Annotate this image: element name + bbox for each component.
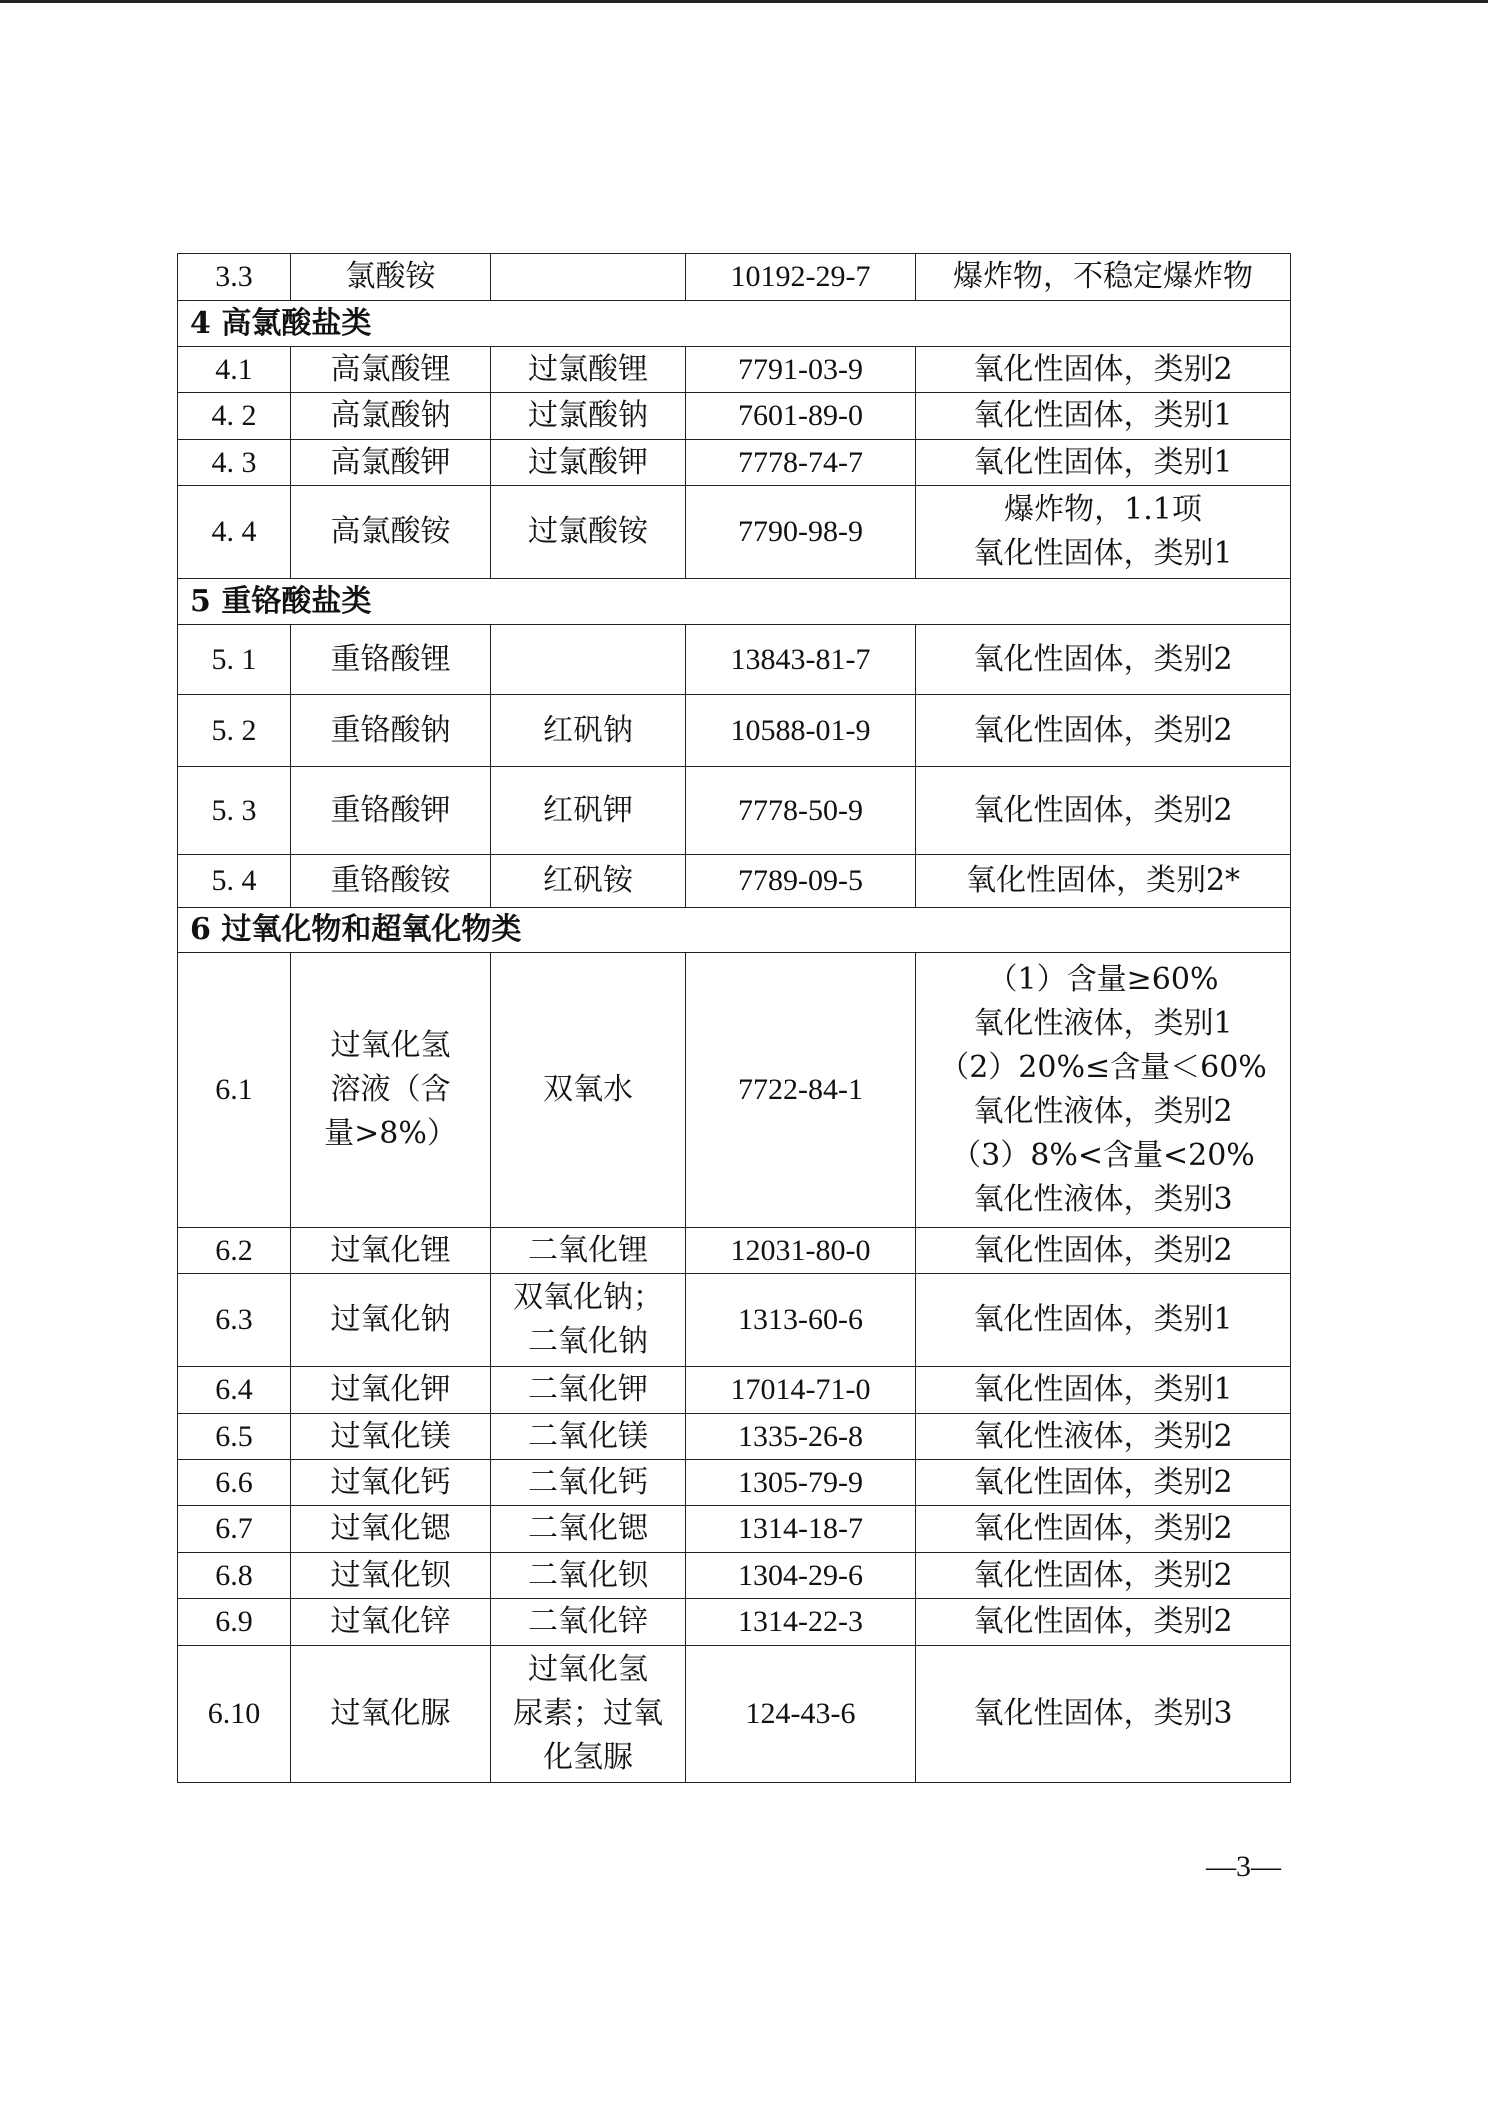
table-row	[178, 440, 1291, 486]
item-number: 4. 2	[178, 393, 291, 440]
table-row	[178, 1646, 1291, 1783]
table-row	[178, 695, 1291, 767]
hazard-class	[916, 1506, 1291, 1553]
item-number: 6.10	[178, 1646, 291, 1783]
chemical-name	[291, 1506, 491, 1553]
hazard-class-text: 氧化性固体，类别2	[973, 1511, 1233, 1546]
cas-number: 124-43-6	[686, 1646, 916, 1783]
item-number: 6.2	[178, 1228, 291, 1274]
table-row	[178, 393, 1291, 440]
chemical-name	[291, 953, 491, 1228]
table-body	[178, 254, 1291, 1783]
chemical-alias-text: 二氧化锂	[528, 1232, 648, 1268]
chemical-name-text: 氯酸铵	[345, 259, 436, 294]
chemical-alias-text: 红矾铵	[543, 863, 633, 898]
section-row	[178, 908, 1291, 953]
hazard-class-text: 氧化性固体，类别3	[973, 1696, 1233, 1731]
hazard-class	[916, 953, 1291, 1228]
item-number: 4. 3	[178, 440, 291, 486]
chemical-alias	[491, 347, 686, 393]
table-row	[178, 347, 1291, 393]
chemical-name	[291, 1646, 491, 1783]
chemical-name-text: 过氧化钠	[330, 1302, 451, 1337]
cas-number: 7790-98-9	[686, 486, 916, 579]
chemical-alias	[491, 1599, 686, 1646]
chemical-name-text: 重铬酸锂	[330, 641, 451, 677]
chemical-alias	[491, 1553, 686, 1599]
chemical-name-text: 高氯酸锂	[330, 351, 451, 387]
chemical-name-text: 高氯酸钾	[330, 444, 451, 480]
hazard-class	[916, 440, 1291, 486]
cas-number: 7789-09-5	[686, 855, 916, 908]
cas-number: 17014-71-0	[686, 1367, 916, 1414]
cas-number: 7601-89-0	[686, 393, 916, 440]
table-row	[178, 1460, 1291, 1506]
table-row	[178, 254, 1291, 301]
item-number: 6.3	[178, 1274, 291, 1367]
cas-number: 1314-18-7	[686, 1506, 916, 1553]
hazard-class-text: （2）20%≤含量＜60%	[939, 1050, 1267, 1085]
chemical-name	[291, 1228, 491, 1274]
hazard-class-text: 氧化性固体，类别1	[973, 536, 1233, 571]
chemical-alias	[491, 953, 686, 1228]
cas-number: 1314-22-3	[686, 1599, 916, 1646]
cas-number: 10588-01-9	[686, 695, 916, 767]
table-row	[178, 1274, 1291, 1367]
chemical-name	[291, 1599, 491, 1646]
hazard-class	[916, 486, 1291, 579]
table-row	[178, 953, 1291, 1228]
chemical-name	[291, 347, 491, 393]
chemical-alias-text: 二氧化锶	[528, 1511, 648, 1546]
chemical-alias	[491, 1646, 686, 1783]
chemical-name-text: 过氧化钡	[330, 1557, 451, 1593]
section-row	[178, 579, 1291, 625]
chemical-alias	[491, 855, 686, 908]
chemical-alias-text: 尿素；过氧	[513, 1696, 663, 1731]
page-number: —3—	[1206, 1850, 1281, 1883]
item-number: 6.5	[178, 1414, 291, 1460]
cas-number: 1313-60-6	[686, 1274, 916, 1367]
cas-number: 12031-80-0	[686, 1228, 916, 1274]
hazard-class-text: 氧化性固体，类别1	[973, 1372, 1233, 1407]
hazard-class-text: 氧化性固体，类别2	[973, 1604, 1233, 1639]
table-row	[178, 1553, 1291, 1599]
cas-number: 7791-03-9	[686, 347, 916, 393]
hazard-class-text: 氧化性固体，类别1	[973, 444, 1233, 480]
table-row	[178, 1414, 1291, 1460]
chemical-alias-text: 二氧化钠	[528, 1324, 648, 1359]
chemical-alias-text: 二氧化镁	[528, 1418, 648, 1454]
chemical-name	[291, 1414, 491, 1460]
hazard-class-text: 氧化性固体，类别1	[973, 1302, 1233, 1337]
chemical-name-text: 过氧化锌	[330, 1604, 451, 1639]
chemical-alias-text: 过氯酸钠	[528, 398, 648, 433]
chemical-alias-text: 红矾钾	[543, 792, 633, 828]
chemical-alias	[491, 1228, 686, 1274]
chemical-alias-text: 二氧化锌	[528, 1604, 648, 1639]
item-number: 5. 1	[178, 625, 291, 695]
table-row	[178, 486, 1291, 579]
hazard-class	[916, 1228, 1291, 1274]
chemical-alias	[491, 1367, 686, 1414]
hazard-class-text: 氧化性固体，类别2	[973, 712, 1233, 748]
item-number: 4. 4	[178, 486, 291, 579]
hazard-class	[916, 1414, 1291, 1460]
item-number: 6.9	[178, 1599, 291, 1646]
cas-number: 7778-74-7	[686, 440, 916, 486]
item-number: 5. 4	[178, 855, 291, 908]
hazard-class-text: 氧化性固体，类别2	[973, 641, 1233, 677]
chemical-alias	[491, 393, 686, 440]
cas-number: 7778-50-9	[686, 767, 916, 855]
chemical-name	[291, 855, 491, 908]
hazard-class-text: 氧化性液体，类别3	[973, 1182, 1233, 1217]
chemical-name	[291, 440, 491, 486]
chemical-name-text: 重铬酸铵	[330, 863, 451, 898]
cas-number: 10192-29-7	[686, 254, 916, 301]
cas-number: 13843-81-7	[686, 625, 916, 695]
table-row	[178, 1506, 1291, 1553]
hazard-class	[916, 1599, 1291, 1646]
top-border-line	[0, 0, 1488, 3]
hazard-class	[916, 1367, 1291, 1414]
chemical-name	[291, 1460, 491, 1506]
table-row	[178, 855, 1291, 908]
hazard-chemicals-table	[177, 253, 1291, 1783]
table-row	[178, 1367, 1291, 1414]
chemical-name-text: 溶液（含	[330, 1072, 451, 1107]
item-number: 6.7	[178, 1506, 291, 1553]
table-row	[178, 625, 1291, 695]
table-row	[178, 1599, 1291, 1646]
chemical-alias-text: 双氧化钠；	[513, 1280, 663, 1315]
chemical-alias-text: 过氯酸铵	[528, 514, 648, 549]
item-number: 6.8	[178, 1553, 291, 1599]
hazard-class	[916, 625, 1291, 695]
cas-number: 1305-79-9	[686, 1460, 916, 1506]
chemical-name	[291, 1553, 491, 1599]
chemical-alias-text: 过氯酸锂	[528, 351, 648, 387]
chemical-alias	[491, 254, 686, 301]
chemical-name-text: 高氯酸铵	[330, 514, 451, 549]
chemical-alias-text: 过氧化氢	[528, 1652, 648, 1687]
table-row	[178, 767, 1291, 855]
item-number: 4.1	[178, 347, 291, 393]
section-title: 5 重铬酸盐类	[178, 579, 1291, 625]
hazard-class-text: 氧化性液体，类别2	[973, 1418, 1233, 1454]
chemical-name	[291, 254, 491, 301]
item-number: 5. 3	[178, 767, 291, 855]
chemical-name-text: 过氧化氢	[330, 1028, 451, 1063]
chemical-name-text: 过氧化脲	[330, 1696, 451, 1731]
chemical-name	[291, 625, 491, 695]
chemical-name	[291, 767, 491, 855]
chemical-name-text: 量>8%）	[324, 1116, 457, 1151]
chemical-alias	[491, 1274, 686, 1367]
chemical-alias-text: 过氯酸钾	[528, 444, 648, 480]
chemical-name-text: 过氧化锂	[330, 1232, 451, 1268]
hazard-class-text: （3）8%<含量<20%	[951, 1138, 1255, 1173]
chemical-alias	[491, 1460, 686, 1506]
chemical-name	[291, 486, 491, 579]
hazard-class-text: 氧化性固体，类别2	[973, 1232, 1233, 1268]
hazard-class	[916, 1460, 1291, 1506]
chemical-name	[291, 1274, 491, 1367]
hazard-class	[916, 393, 1291, 440]
cas-number: 1304-29-6	[686, 1553, 916, 1599]
chemical-alias-text: 红矾钠	[543, 712, 633, 748]
item-number: 5. 2	[178, 695, 291, 767]
chemical-alias-text: 化氢脲	[543, 1740, 633, 1775]
chemical-name-text: 过氧化锶	[330, 1511, 451, 1546]
chemical-alias-text: 二氧化钾	[528, 1372, 648, 1407]
table-row	[178, 1228, 1291, 1274]
section-row	[178, 301, 1291, 347]
hazard-class-text: 氧化性固体，类别2	[973, 1464, 1233, 1500]
chemical-name-text: 重铬酸钠	[330, 712, 451, 748]
chemical-alias	[491, 767, 686, 855]
item-number: 3.3	[178, 254, 291, 301]
section-title: 6 过氧化物和超氧化物类	[178, 908, 1291, 953]
chemical-alias	[491, 695, 686, 767]
hazard-class-text: 氧化性液体，类别1	[973, 1006, 1233, 1041]
chemical-name	[291, 393, 491, 440]
hazard-class	[916, 767, 1291, 855]
hazard-class	[916, 254, 1291, 301]
hazard-class-text: 爆炸物，不稳定爆炸物	[953, 259, 1253, 294]
chemical-name	[291, 695, 491, 767]
hazard-class	[916, 1553, 1291, 1599]
hazard-class	[916, 1274, 1291, 1367]
hazard-class	[916, 347, 1291, 393]
chemical-alias	[491, 440, 686, 486]
hazard-class-text: 氧化性固体，类别1	[973, 398, 1233, 433]
chemical-name-text: 过氧化钙	[330, 1464, 451, 1500]
chemical-alias	[491, 625, 686, 695]
chemical-name-text: 重铬酸钾	[330, 792, 451, 828]
hazard-class	[916, 695, 1291, 767]
chemical-alias-text: 双氧水	[543, 1072, 633, 1107]
hazard-class-text: 氧化性固体，类别2	[973, 351, 1233, 387]
hazard-class-text: 氧化性固体，类别2*	[965, 863, 1241, 898]
hazard-class-text: 爆炸物，1.1项	[1004, 492, 1202, 527]
cas-number: 1335-26-8	[686, 1414, 916, 1460]
item-number: 6.6	[178, 1460, 291, 1506]
chemical-alias-text: 二氧化钙	[528, 1464, 648, 1500]
hazard-class-text: 氧化性液体，类别2	[973, 1094, 1233, 1129]
chemical-name	[291, 1367, 491, 1414]
hazard-class	[916, 855, 1291, 908]
chemical-name-text: 过氧化镁	[330, 1418, 451, 1454]
item-number: 6.4	[178, 1367, 291, 1414]
chemical-alias	[491, 486, 686, 579]
hazard-class-text: （1）含量≥60%	[987, 962, 1219, 997]
item-number: 6.1	[178, 953, 291, 1228]
section-title: 4 高氯酸盐类	[178, 301, 1291, 347]
hazard-class-text: 氧化性固体，类别2	[973, 1557, 1233, 1593]
chemical-alias-text: 二氧化钡	[528, 1557, 648, 1593]
chemical-name-text: 高氯酸钠	[330, 398, 451, 433]
chemical-alias	[491, 1506, 686, 1553]
chemical-alias	[491, 1414, 686, 1460]
hazard-class	[916, 1646, 1291, 1783]
chemical-name-text: 过氧化钾	[330, 1372, 451, 1407]
cas-number: 7722-84-1	[686, 953, 916, 1228]
hazard-class-text: 氧化性固体，类别2	[973, 792, 1233, 828]
